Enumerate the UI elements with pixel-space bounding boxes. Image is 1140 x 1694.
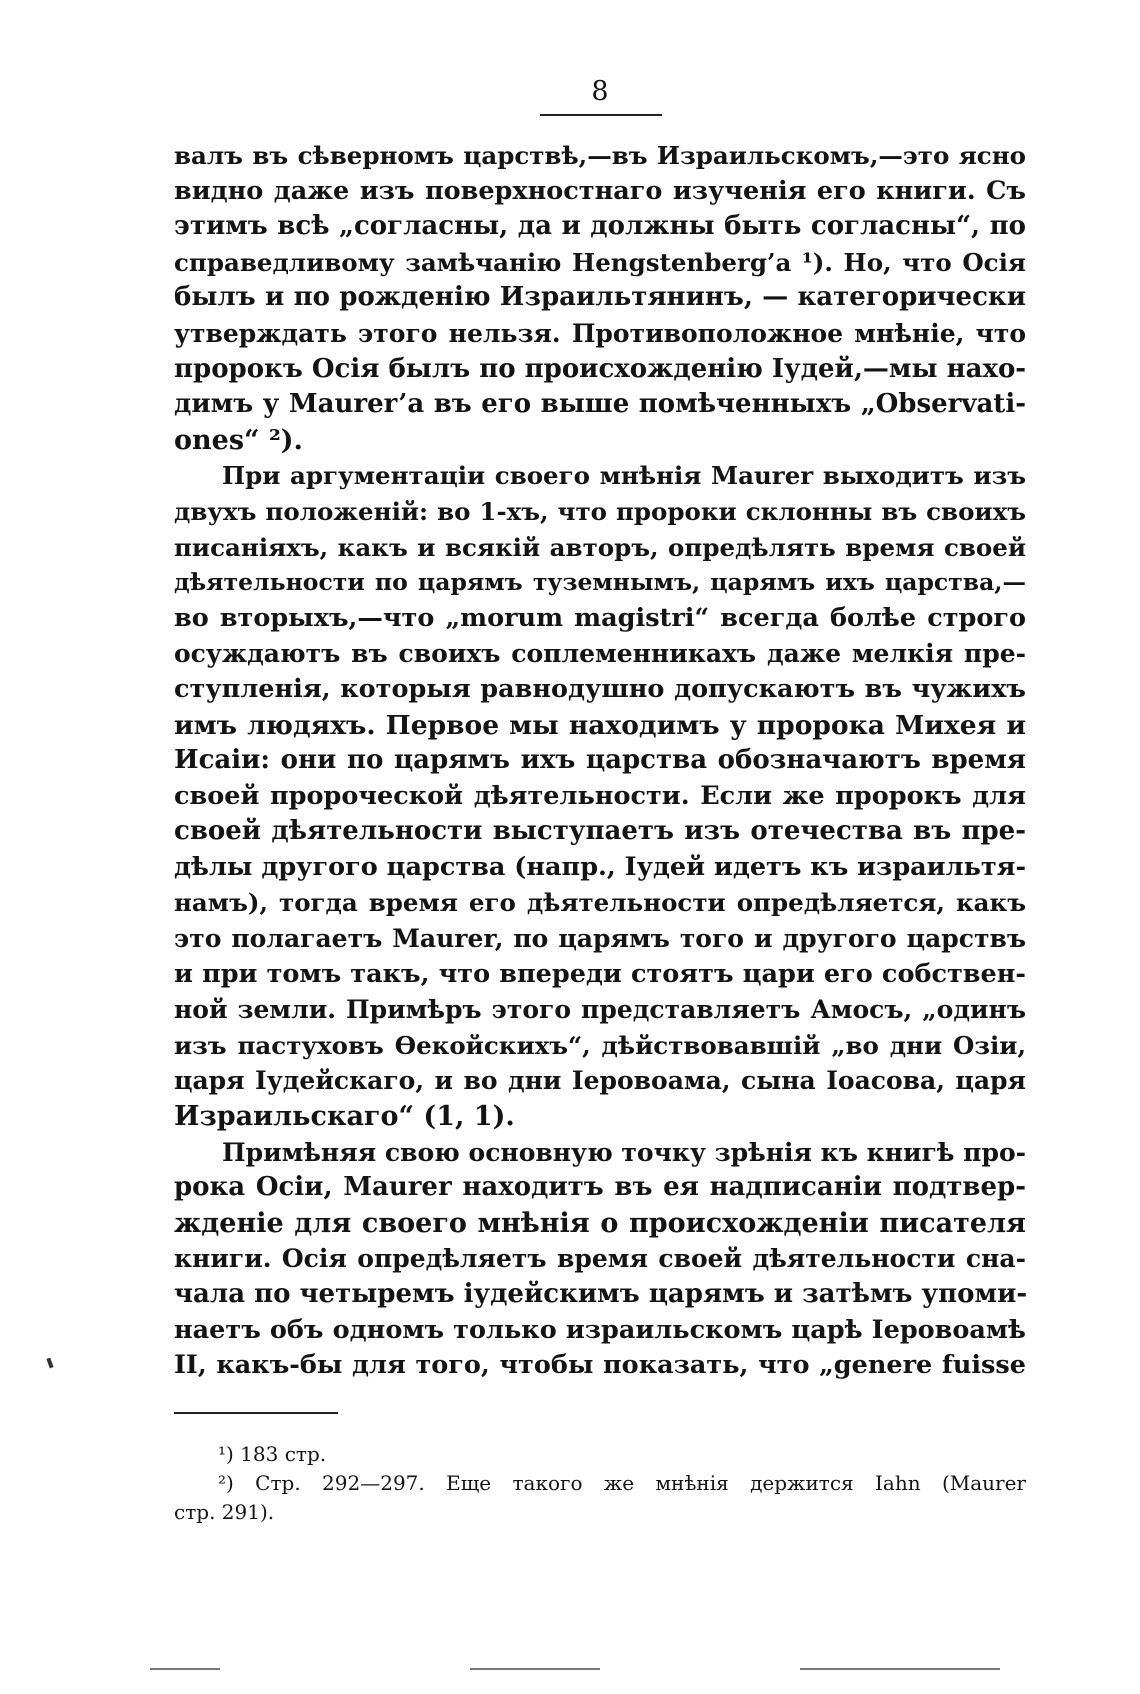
text-line: своей дѣятельности выступаетъ изъ отечества въ пре- <box>174 816 1026 847</box>
text-line: осуждаютъ въ своихъ соплеменникахъ даже мелкія пре- <box>174 639 1026 669</box>
text-line: пророкъ Осія былъ по происхожденію Іудей,—мы нахо- <box>174 353 1027 384</box>
text-line: Исаіи: они по царямъ ихъ царства обозначаютъ время <box>174 745 1026 776</box>
footnote-line: стр. 291). <box>174 1500 275 1524</box>
text-line: это полагаетъ Maurer, по царямъ того и другого царствъ <box>174 924 1026 954</box>
text-line: дѣятельности по царямъ туземнымъ, царямъ ихъ царства,— <box>174 568 1026 597</box>
text-line: былъ и по рожденію Израильтянинъ, — категорически <box>174 282 1026 313</box>
text-line: видно даже изъ поверхностнаго изученія его книги. Съ <box>174 175 1026 206</box>
scan-speck <box>46 1358 53 1369</box>
scan-edge-mark <box>470 1668 600 1670</box>
text-line: ной земли. Примѣръ этого представляетъ Амосъ, „одинъ <box>174 995 1026 1025</box>
text-line: жденіе для своего мнѣнія о происхожденіи писателя <box>174 1207 1026 1239</box>
footnote-line: ²) Стр. 292—297. Еще такого же мнѣнія держится Iahn (Maurer <box>218 1471 1026 1495</box>
text-line: При аргументаціи своего мнѣнія Maurer выходитъ изъ <box>222 461 1026 491</box>
text-line: Израильскаго“ (1, 1). <box>174 1101 515 1133</box>
text-line: димъ у Maurer’a въ его выше помѣченныхъ „Observati- <box>174 389 1026 420</box>
text-line: своей пророческой дѣятельности. Если же пророкъ для <box>174 780 1026 811</box>
page-number: 8 <box>591 76 609 107</box>
text-line: царя Іудейскаго, и во дни Іеровоама, сына Іоасова, царя <box>174 1066 1026 1096</box>
text-line: рока Осіи, Maurer находитъ въ ея надписаніи подтвер- <box>174 1172 1026 1203</box>
body-text <box>174 138 1026 1384</box>
text-line: изъ пастуховъ Ѳекойскихъ“, дѣйствовавшій „во дни Озіи, <box>174 1030 1026 1060</box>
text-line: утверждать этого нельзя. Противоположное мнѣніе, что <box>174 318 1026 348</box>
scan-edge-mark <box>150 1668 220 1670</box>
text-line: писаніяхъ, какъ и всякій авторъ, опредѣлять время своей <box>174 532 1026 562</box>
text-line: справедливому замѣчанію Hengstenberg’a ¹). Но, что Осія <box>174 247 1026 277</box>
text-line: имъ людяхъ. Первое мы находимъ у пророка Михея и <box>174 709 1026 741</box>
text-line: этимъ всѣ „согласны, да и должны быть согласны“, по <box>174 211 1026 242</box>
scan-edge-mark <box>800 1668 1000 1670</box>
text-line: намъ), тогда время его дѣятельности опредѣляется, какъ <box>174 888 1026 918</box>
footnote-separator <box>174 1412 338 1414</box>
text-line: Примѣняя свою основную точку зрѣнія къ книгѣ про- <box>222 1137 1026 1167</box>
footnote-line: ¹) 183 стр. <box>218 1442 327 1466</box>
text-line: ones“ ²). <box>174 424 303 456</box>
text-line: дѣлы другого царства (напр., Іудей идетъ къ израильтя- <box>174 851 1027 882</box>
text-line: книги. Осія опредѣляетъ время своей дѣятельности сна- <box>174 1244 1026 1274</box>
footnotes <box>174 1440 1026 1527</box>
text-line: и при томъ такъ, что впереди стоятъ цари его собствен- <box>174 958 1026 989</box>
text-line: во вторыхъ,—что „morum magistri“ всегда болѣе строго <box>174 602 1026 633</box>
text-line: двухъ положеній: во 1-хъ, что пророки склонны въ своихъ <box>174 496 1026 526</box>
text-line: чала по четыремъ іудейскимъ царямъ и затѣмъ упоми- <box>174 1279 1028 1309</box>
text-line: наетъ объ одномъ только израильскомъ царѣ Іеровоамѣ <box>174 1314 1026 1345</box>
text-line: ступленія, которыя равнодушно допускаютъ въ чужихъ <box>174 673 1026 704</box>
text-line: II, какъ-бы для того, чтобы показать, что „genere fuisse <box>174 1350 1026 1381</box>
text-line: валъ въ сѣверномъ царствѣ,—въ Израильскомъ,—это ясно <box>174 141 1026 170</box>
page-number-rule <box>540 114 662 116</box>
